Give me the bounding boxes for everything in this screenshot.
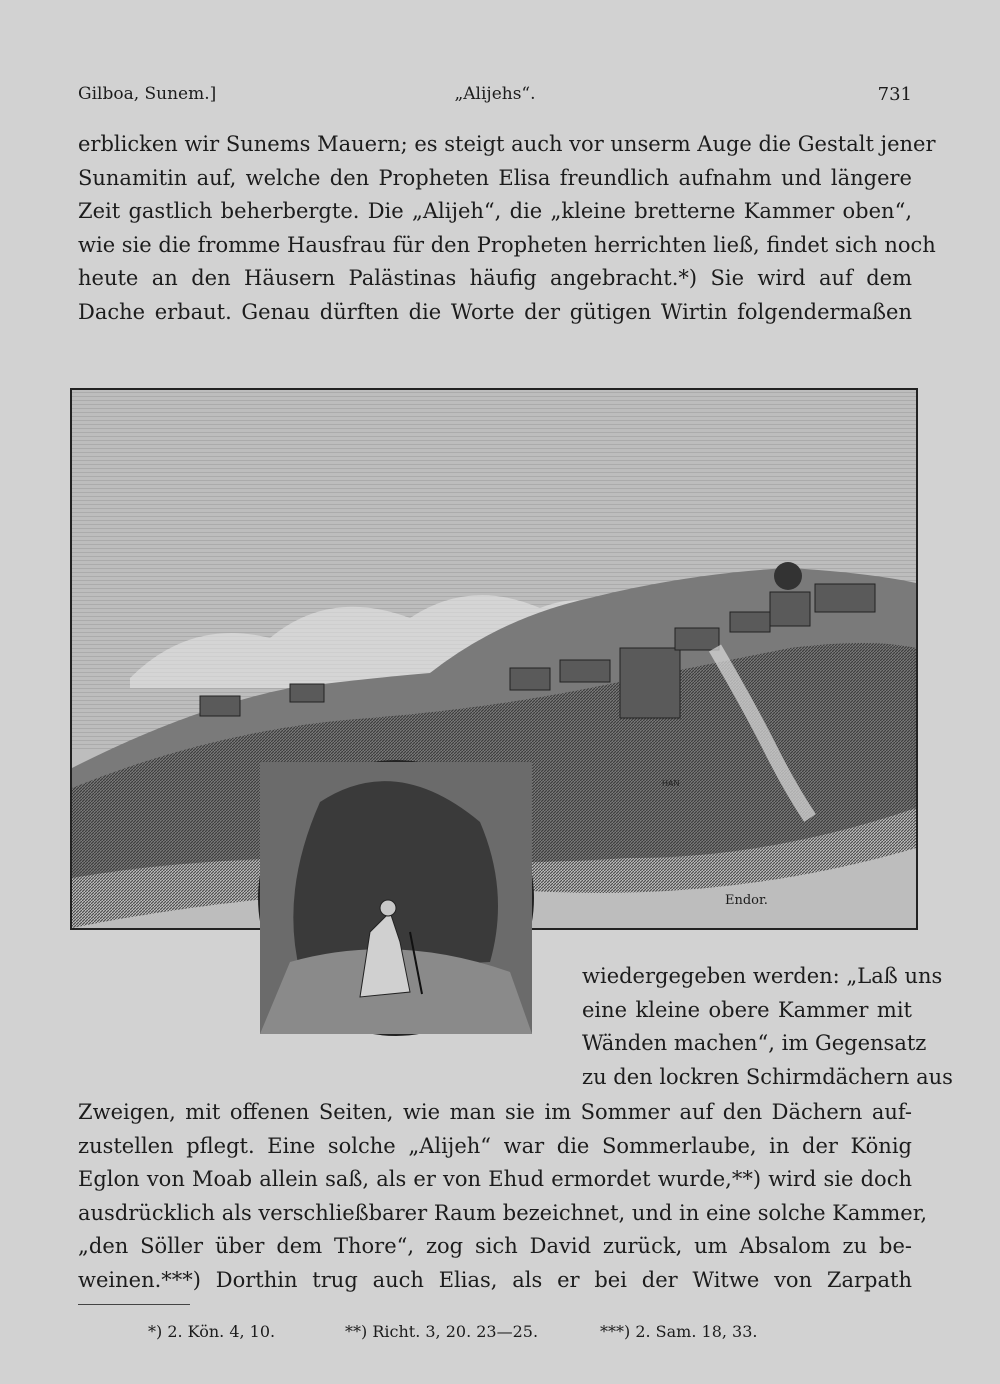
text-line: wie sie die fromme Hausfrau für den Propheten herrichten ließ, findet sich noch	[78, 232, 936, 257]
text-line: weinen.***) Dorthin trug auch Elias, als er bei der Witwe von Zarpath	[78, 1267, 912, 1292]
text-line: Eglon von Moab allein saß, als er von Ehud ermordet wurde,**) wird sie doch	[78, 1167, 912, 1191]
text-line: Zeit gastlich beherbergte. Die „Alijeh“, die „kleine bretterne Kammer oben“,	[78, 199, 912, 223]
header-chapter-title: „Alijehs“.	[454, 84, 536, 104]
text-line: Sunamitin auf, welche den Propheten Elisa freundlich aufnahm und längere	[78, 165, 912, 190]
text-line: eine kleine obere Kammer mit	[582, 997, 912, 1022]
text-line: Dache erbaut. Genau dürften die Worte der gütigen Wirtin folgendermaßen	[78, 299, 912, 324]
text-line: Wänden machen“, im Gegensatz	[582, 1031, 927, 1055]
text-line: zustellen pflegt. Eine solche „Alijeh“ war die Sommerlaube, in der König	[78, 1133, 912, 1158]
text-line: Zweigen, mit offenen Seiten, wie man sie im Sommer auf den Dächern auf-	[78, 1100, 912, 1124]
cave-medallion	[258, 760, 534, 1036]
text-line: zu den lockren Schirmdächern aus	[582, 1064, 953, 1089]
illustration-caption: Endor.	[725, 893, 768, 908]
text-line: erblicken wir Sunems Mauern; es steigt auch vor unserm Auge die Gestalt jener	[78, 132, 936, 156]
footnote-2: **) Richt. 3, 20. 23—25.	[345, 1322, 539, 1341]
text-line: ausdrücklich als verschließbarer Raum bezeichnet, und in eine solche Kammer,	[78, 1200, 928, 1225]
paragraph-2	[582, 960, 953, 1094]
text-line: „den Söller über dem Thore“, zog sich David zurück, um Absalom zu be-	[78, 1234, 912, 1258]
cave-vignette	[260, 762, 532, 1034]
paragraph-1	[78, 128, 936, 329]
footnote-3: ***) 2. Sam. 18, 33.	[600, 1322, 758, 1341]
text-line: heute an den Häusern Palästinas häufig angebracht.*) Sie wird auf dem	[78, 266, 912, 290]
text-line: wiedergegeben werden: „Laß uns	[582, 964, 943, 988]
header-section-title: Gilboa, Sunem.]	[78, 84, 217, 104]
running-header	[78, 84, 912, 108]
footnote-rule	[78, 1304, 190, 1305]
page-number: 731	[877, 84, 912, 105]
footnote-1: *) 2. Kön. 4, 10.	[148, 1322, 276, 1341]
artist-signature: HAN	[662, 779, 680, 788]
paragraph-3	[78, 1096, 928, 1297]
